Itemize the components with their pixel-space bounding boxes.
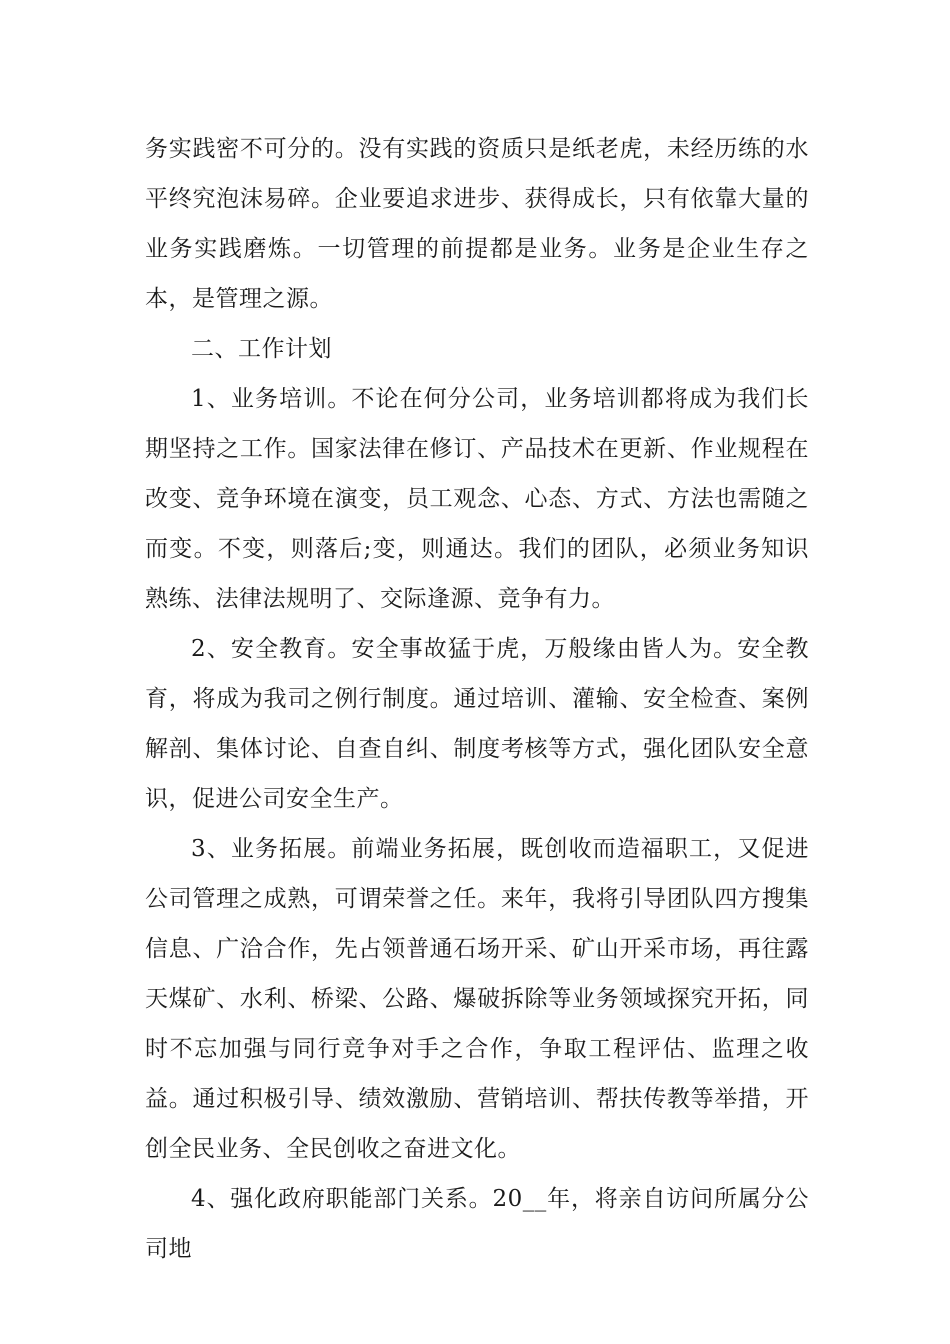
section-heading-work-plan: 二、工作计划 [191,336,332,362]
document-body [145,124,809,1274]
paragraph-intro-continued: 务实践密不可分的。没有实践的资质只是纸老虎，未经历练的水平终究泡沫易碎。企业要追求进步、获得成长，只有依靠大量的业务实践磨炼。一切管理的前提都是业务。业务是企业生存之本，是管理之源。 [145,136,809,312]
paragraph-business-expansion: 3、业务拓展。前端业务拓展，既创收而造福职工，又促进公司管理之成熟，可谓荣誉之任。来年，我将引导团队四方搜集信息、广洽合作，先占领普通石场开采、矿山开采市场，再往露天煤矿、水利、桥梁、公路、爆破拆除等业务领域探究开拓，同时不忘加强与同行竞争对手之合作，争取工程评估、监理之收益。通过积极引导、绩效激励、营销培训、帮扶传教等举措，开创全民业务、全民创收之奋进文化。 [145,836,809,1162]
paragraph-business-training: 1、业务培训。不论在何分公司，业务培训都将成为我们长期坚持之工作。国家法律在修订、产品技术在更新、作业规程在改变、竞争环境在演变，员工观念、心态、方式、方法也需随之而变。不变，则落后;变，则通达。我们的团队，必须业务知识熟练、法律法规明了、交际逢源、竞争有力。 [145,386,809,612]
paragraph-safety-education: 2、安全教育。安全事故猛于虎，万般缘由皆人为。安全教育，将成为我司之例行制度。通过培训、灌输、安全检查、案例解剖、集体讨论、自查自纠、制度考核等方式，强化团队安全意识，促进公司安全生产。 [145,636,809,812]
paragraph-government-relations: 4、强化政府职能部门关系。20__年，将亲自访问所属分公司地 [145,1186,809,1262]
